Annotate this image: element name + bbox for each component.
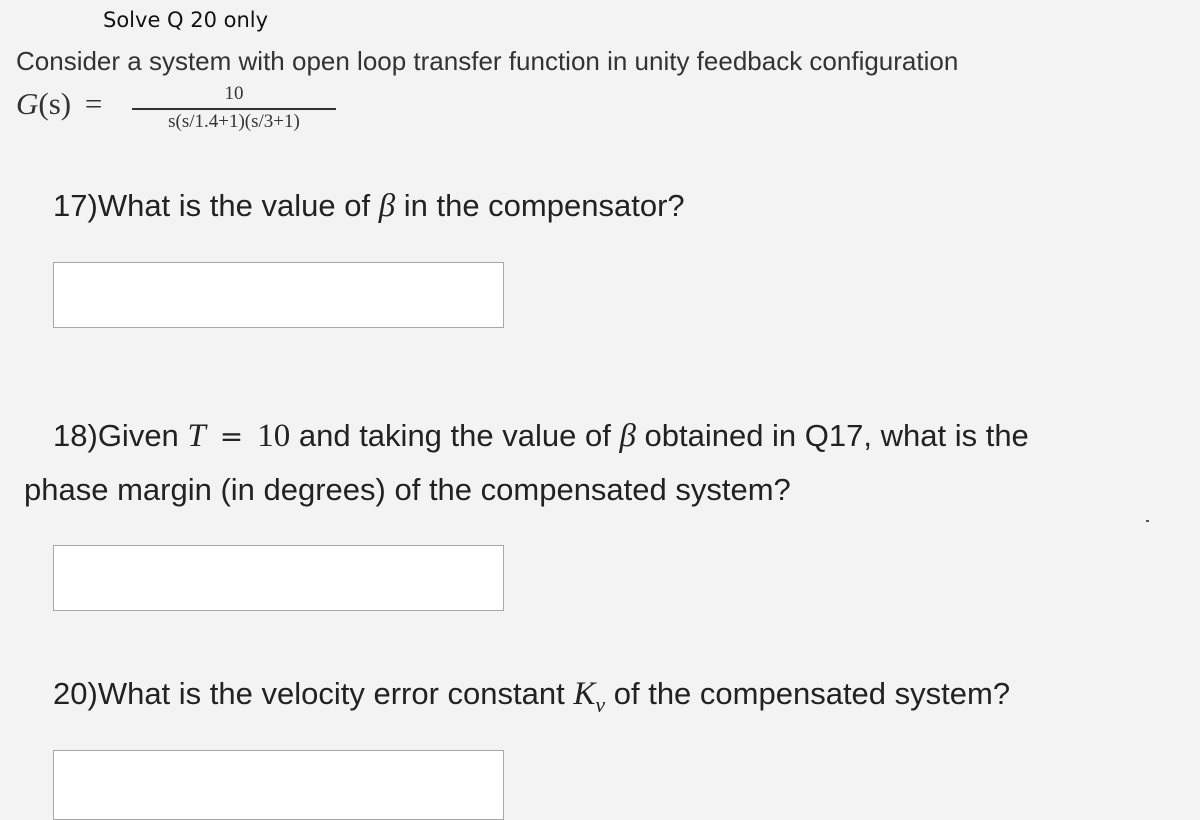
question-text: of the compensated system?	[605, 676, 1011, 711]
tf-argument: (s)	[38, 86, 72, 121]
instruction-note: Solve Q 20 only	[103, 8, 269, 32]
question-text: obtained in Q17, what is the	[635, 418, 1029, 453]
t-symbol: T	[187, 418, 206, 454]
k-subscript: v	[595, 692, 606, 717]
transfer-function-fraction	[132, 84, 336, 134]
question-20	[53, 676, 1011, 717]
question-text: What is the value of	[97, 188, 379, 223]
tf-denominator: s(s/1.4+1)(s/3+1)	[168, 110, 300, 132]
question-18-line-2	[24, 472, 791, 508]
question-text: What is the velocity error constant	[97, 676, 574, 711]
t-value: 10	[257, 418, 291, 454]
question-text: Given	[97, 418, 188, 453]
answer-input-q18[interactable]	[53, 545, 504, 611]
question-17	[53, 188, 685, 225]
answer-input-q17[interactable]	[53, 262, 504, 328]
stray-mark	[1146, 520, 1149, 522]
equals-sign: =	[219, 420, 244, 453]
transfer-function-lhs	[16, 86, 102, 122]
tf-symbol: G	[16, 86, 39, 121]
question-text: phase margin (in degrees) of the compensated system?	[24, 472, 791, 507]
question-number: 18)	[53, 418, 98, 453]
question-text: in the compensator?	[395, 188, 685, 223]
k-symbol: K	[573, 676, 596, 712]
question-number: 17)	[53, 188, 98, 223]
question-number: 20)	[53, 676, 98, 711]
beta-symbol: β	[378, 188, 396, 224]
question-text: and taking the value of	[290, 418, 620, 453]
problem-statement: Consider a system with open loop transfer function in unity feedback configuration	[16, 46, 959, 76]
tf-equals: =	[84, 86, 103, 121]
beta-symbol: β	[619, 418, 636, 454]
answer-input-q20[interactable]	[53, 750, 504, 820]
tf-numerator: 10	[224, 83, 244, 104]
question-18-line-1	[53, 418, 1029, 455]
